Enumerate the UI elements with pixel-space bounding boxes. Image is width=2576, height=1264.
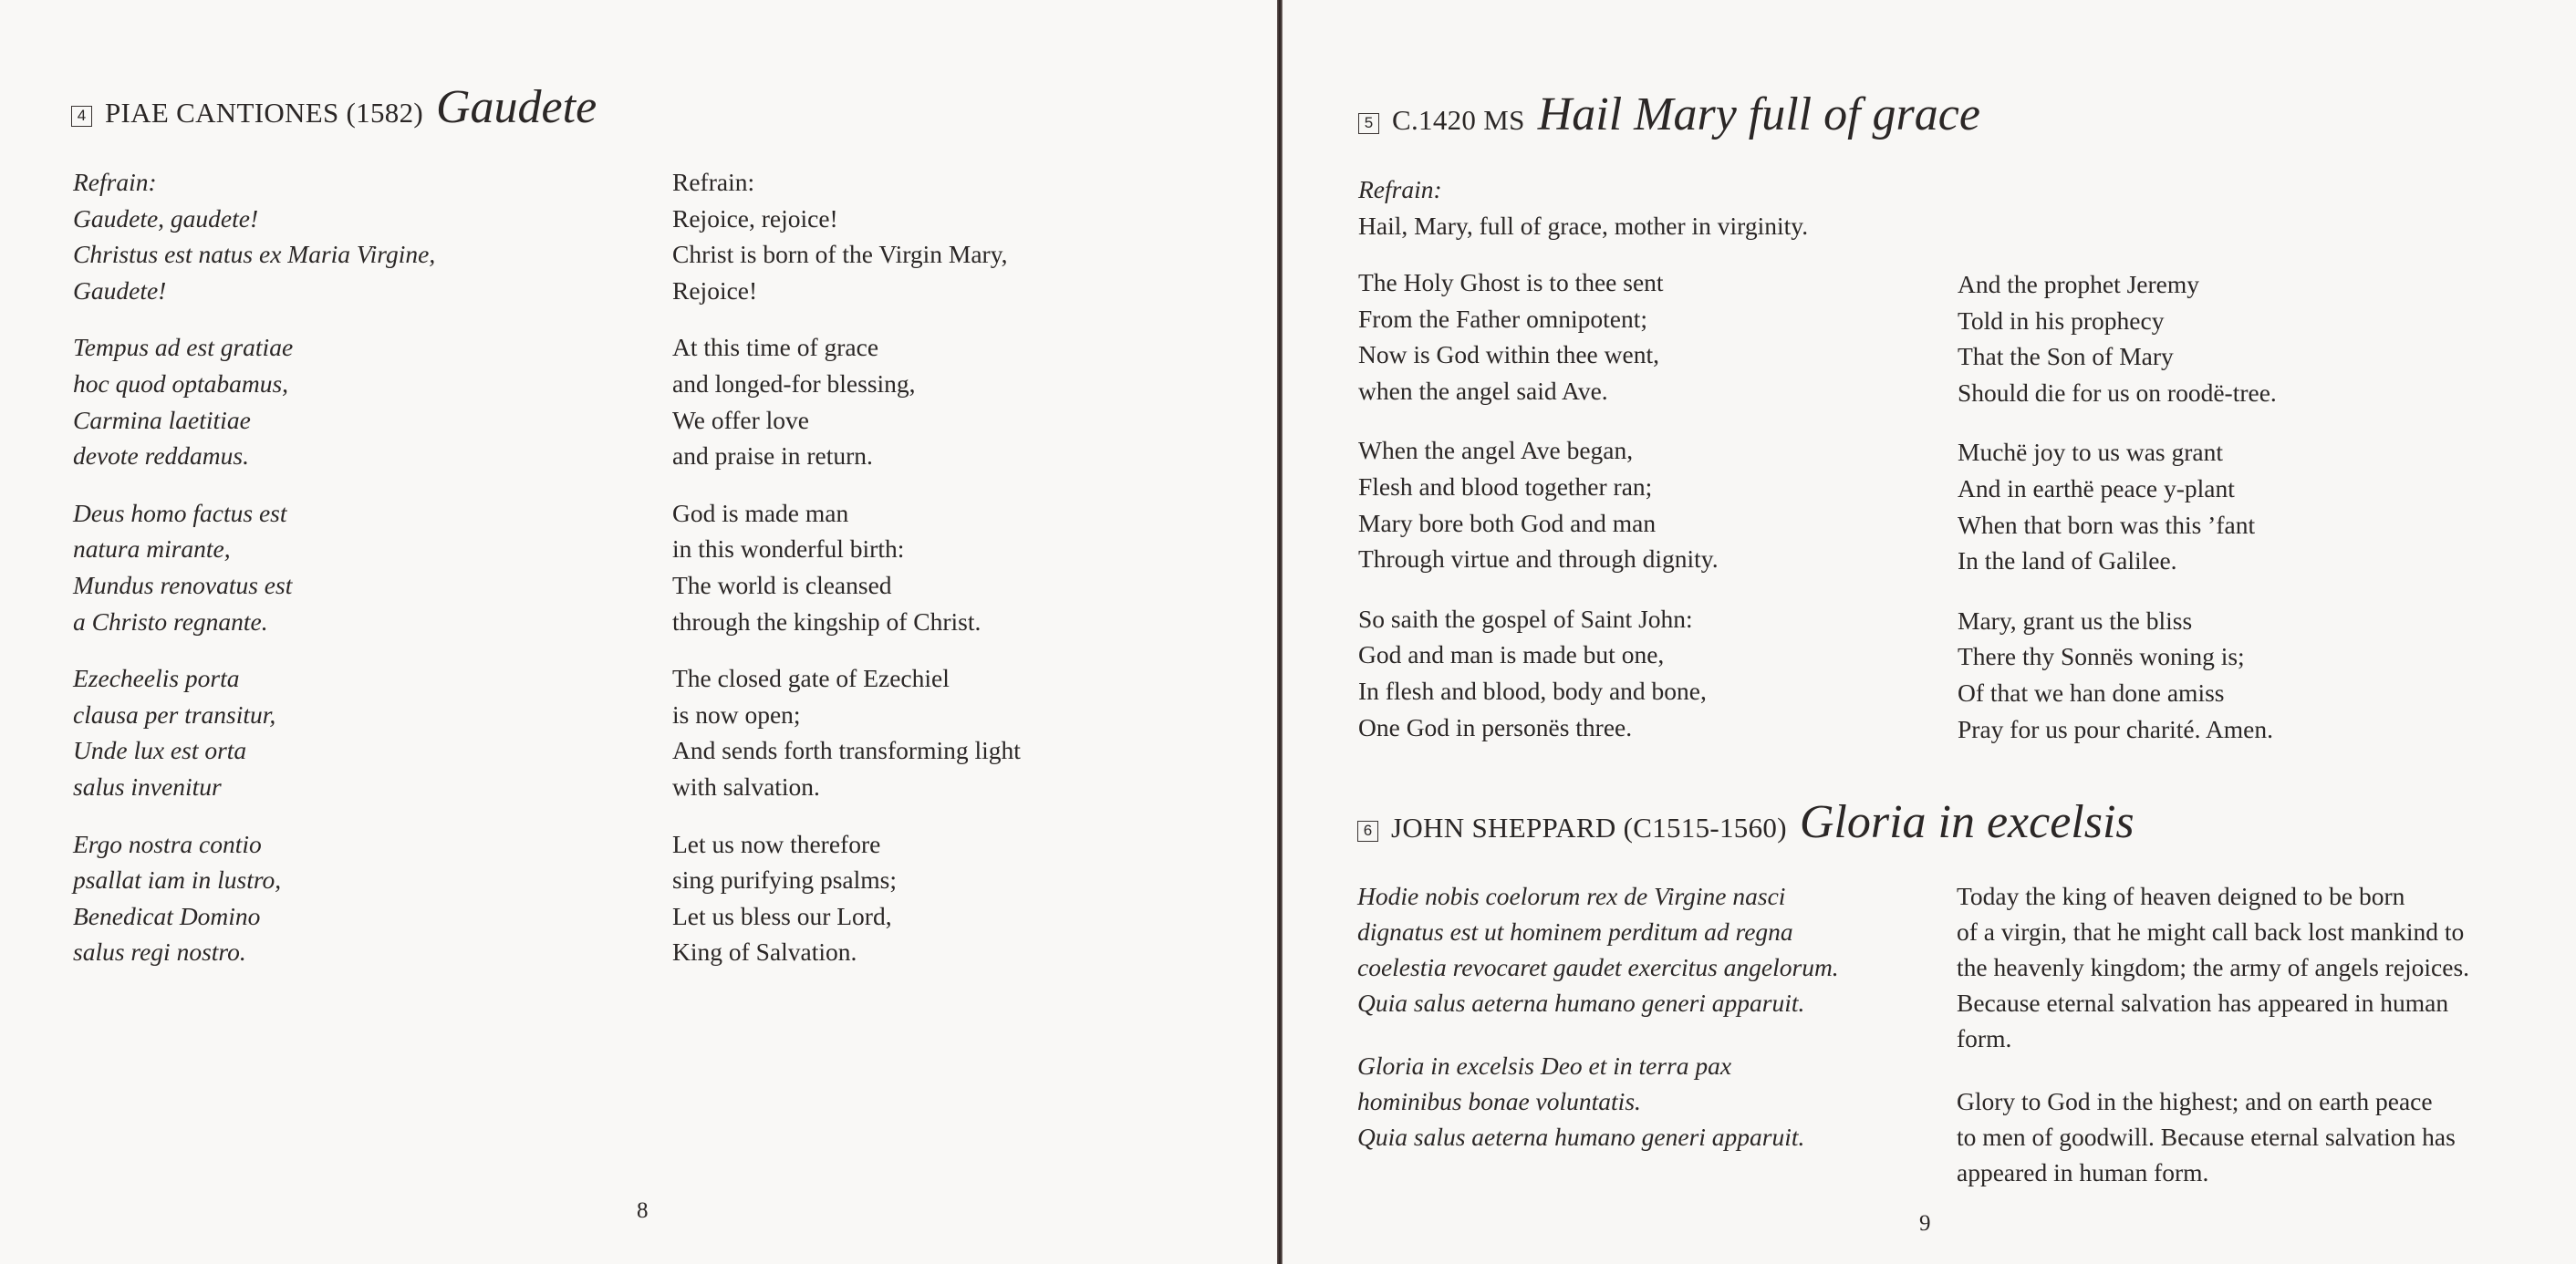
page-number: 9 — [1919, 1211, 1931, 1236]
text-line: And sends forth transforming light — [672, 736, 1021, 765]
composer: PIAE CANTIONES (1582) — [105, 97, 423, 129]
text-line: clausa per transitur, — [73, 699, 276, 729]
text-line: sing purifying psalms; — [672, 865, 897, 895]
text-line: hoc quod optabamus, — [73, 368, 289, 398]
text-line: In the land of Galilee. — [1958, 546, 2177, 575]
text-line: appeared in human form. — [1957, 1158, 2209, 1186]
text-line: In flesh and blood, body and bone, — [1358, 676, 1707, 705]
text-line: dignatus est ut hominem perditum ad regna — [1357, 917, 1793, 946]
text-line: and longed-for blessing, — [672, 368, 916, 398]
text-line: of a virgin, that he might call back lost mankind to — [1957, 917, 2465, 946]
text-line: Hodie nobis coelorum rex de Virgine nasci — [1357, 882, 1786, 910]
text-line: Unde lux est orta — [73, 736, 247, 765]
text-line: Gloria in excelsis Deo et in terra pax — [1357, 1052, 1732, 1080]
text-line: with salvation. — [672, 772, 820, 801]
text-line: God is made man — [672, 498, 849, 527]
track-number-box: 5 — [1358, 113, 1379, 134]
stanza — [1957, 1083, 2469, 1190]
text-line: Because eternal salvation has appeared in human — [1957, 989, 2449, 1017]
text-line: Deus homo factus est — [73, 498, 287, 527]
text-line: Told in his prophecy — [1958, 306, 2165, 335]
text-line: salus regi nostro. — [73, 938, 246, 967]
stanza — [1357, 878, 1839, 1021]
text-line: Christus est natus ex Maria Virgine, — [73, 240, 436, 269]
stanza — [1958, 266, 2277, 410]
latin-text-column — [73, 164, 435, 991]
stanza — [672, 495, 1021, 639]
text-line: Should die for us on roodë-tree. — [1958, 378, 2277, 407]
text-line: Through virtue and through dignity. — [1358, 544, 1719, 574]
text-line: Christ is born of the Virgin Mary, — [672, 240, 1008, 269]
text-line: Flesh and blood together ran; — [1358, 471, 1653, 501]
text-line: Gaudete! — [73, 275, 167, 305]
stanza — [73, 660, 435, 804]
stanza — [672, 164, 1021, 308]
track-number-box: 6 — [1357, 821, 1378, 842]
stanza — [73, 826, 435, 970]
stanza — [672, 329, 1021, 473]
text-line: form. — [1957, 1024, 2012, 1052]
text-line: Today the king of heaven deigned to be born — [1957, 882, 2405, 910]
section-title: Hail Mary full of grace — [1537, 88, 1980, 140]
text-line: Quia salus aeterna humano generi apparuit. — [1357, 1123, 1805, 1151]
text-line: Mary, grant us the bliss — [1958, 606, 2193, 635]
text-line: Rejoice! — [672, 275, 758, 305]
right-page — [1283, 0, 2576, 1264]
text-line: When that born was this ’fant — [1958, 510, 2256, 539]
text-line: Ergo nostra contio — [73, 829, 262, 858]
text-line: Now is God within thee went, — [1358, 340, 1659, 369]
page-number: 8 — [637, 1198, 649, 1223]
section-6-heading — [1357, 795, 2135, 849]
text-line: Mundus renovatus est — [73, 570, 293, 599]
text-line: Mary bore both God and man — [1358, 508, 1657, 537]
text-line: Refrain: — [672, 168, 755, 196]
text-line: And the prophet Jeremy — [1958, 270, 2199, 298]
composer: C.1420 MS — [1392, 104, 1525, 136]
section-title: Gloria in excelsis — [1799, 796, 2135, 848]
stanza — [73, 329, 435, 473]
track-number-box: 4 — [71, 106, 92, 127]
stanza — [73, 495, 435, 639]
text-line: coelestia revocaret gaudet exercitus angelorum. — [1357, 953, 1839, 981]
english-text-column — [672, 164, 1021, 991]
composer: JOHN SHEPPARD (C1515-1560) — [1391, 812, 1787, 844]
text-line: Let us now therefore — [672, 829, 881, 858]
refrain-block — [1358, 171, 1808, 243]
stanza — [1358, 432, 1719, 576]
stanza — [672, 826, 1021, 970]
section-5-heading — [1358, 88, 1980, 141]
text-line: through the kingship of Christ. — [672, 606, 982, 636]
text-line: Of that we han done amiss — [1958, 678, 2225, 707]
stanza — [1357, 1048, 1839, 1155]
text-line: From the Father omnipotent; — [1358, 304, 1647, 333]
text-line: Carmina laetitiae — [73, 405, 251, 434]
text-line: That the Son of Mary — [1958, 342, 2174, 371]
text-line: Benedicat Domino — [73, 901, 261, 930]
stanza — [1958, 434, 2277, 578]
text-line: in this wonderful birth: — [672, 534, 905, 564]
text-line: Glory to God in the highest; and on earth peace — [1957, 1087, 2433, 1115]
text-line: Quia salus aeterna humano generi apparuit. — [1357, 989, 1805, 1017]
refrain-line: Hail, Mary, full of grace, mother in virginity. — [1358, 211, 1809, 240]
section-title: Gaudete — [436, 81, 597, 133]
text-line: devote reddamus. — [73, 441, 249, 471]
text-line: Ezecheelis porta — [73, 664, 240, 693]
text-line: King of Salvation. — [672, 938, 857, 967]
section-4-heading — [71, 80, 597, 134]
text-line: Gaudete, gaudete! — [73, 203, 259, 233]
stanza — [1957, 878, 2469, 1056]
stanza — [1958, 603, 2277, 747]
text-line: psallat iam in lustro, — [73, 865, 282, 895]
text-line: is now open; — [672, 699, 801, 729]
text-line: Rejoice, rejoice! — [672, 203, 838, 233]
text-line: At this time of grace — [672, 333, 879, 362]
text-line: hominibus bonae voluntatis. — [1357, 1087, 1641, 1115]
text-line: When the angel Ave began, — [1358, 436, 1634, 465]
text-line: Pray for us pour charité. Amen. — [1958, 714, 2273, 743]
gloria-latin-column — [1357, 878, 1839, 1182]
text-line: The world is cleansed — [672, 570, 892, 599]
text-line: Muchë joy to us was grant — [1958, 438, 2223, 467]
text-line: and praise in return. — [672, 441, 873, 471]
gloria-english-column — [1957, 878, 2469, 1217]
refrain-label: Refrain: — [1358, 175, 1442, 203]
text-line: natura mirante, — [73, 534, 231, 564]
text-line: The Holy Ghost is to thee sent — [1358, 268, 1664, 296]
stanza — [1358, 601, 1719, 745]
left-page — [0, 0, 1277, 1264]
text-line: There thy Sonnës woning is; — [1958, 642, 2245, 671]
text-line: We offer love — [672, 405, 809, 434]
text-line: God and man is made but one, — [1358, 640, 1665, 669]
text-line: Let us bless our Lord, — [672, 901, 892, 930]
stanza — [73, 164, 435, 308]
hymn-column-2 — [1958, 266, 2277, 771]
text-line: The closed gate of Ezechiel — [672, 664, 950, 693]
text-line: when the angel said Ave. — [1358, 376, 1608, 405]
hymn-column-1 — [1358, 264, 1719, 769]
text-line: to men of goodwill. Because eternal salvation has — [1957, 1123, 2456, 1151]
stanza — [672, 660, 1021, 804]
text-line: Tempus ad est gratiae — [73, 333, 294, 362]
text-line: And in earthë peace y-plant — [1958, 473, 2235, 502]
stanza — [1358, 264, 1719, 409]
text-line: a Christo regnante. — [73, 606, 268, 636]
text-line: the heavenly kingdom; the army of angels rejoices. — [1957, 953, 2470, 981]
text-line: One God in personës three. — [1358, 712, 1633, 741]
text-line: So saith the gospel of Saint John: — [1358, 604, 1693, 633]
text-line: Refrain: — [73, 168, 157, 196]
text-line: salus invenitur — [73, 772, 222, 801]
